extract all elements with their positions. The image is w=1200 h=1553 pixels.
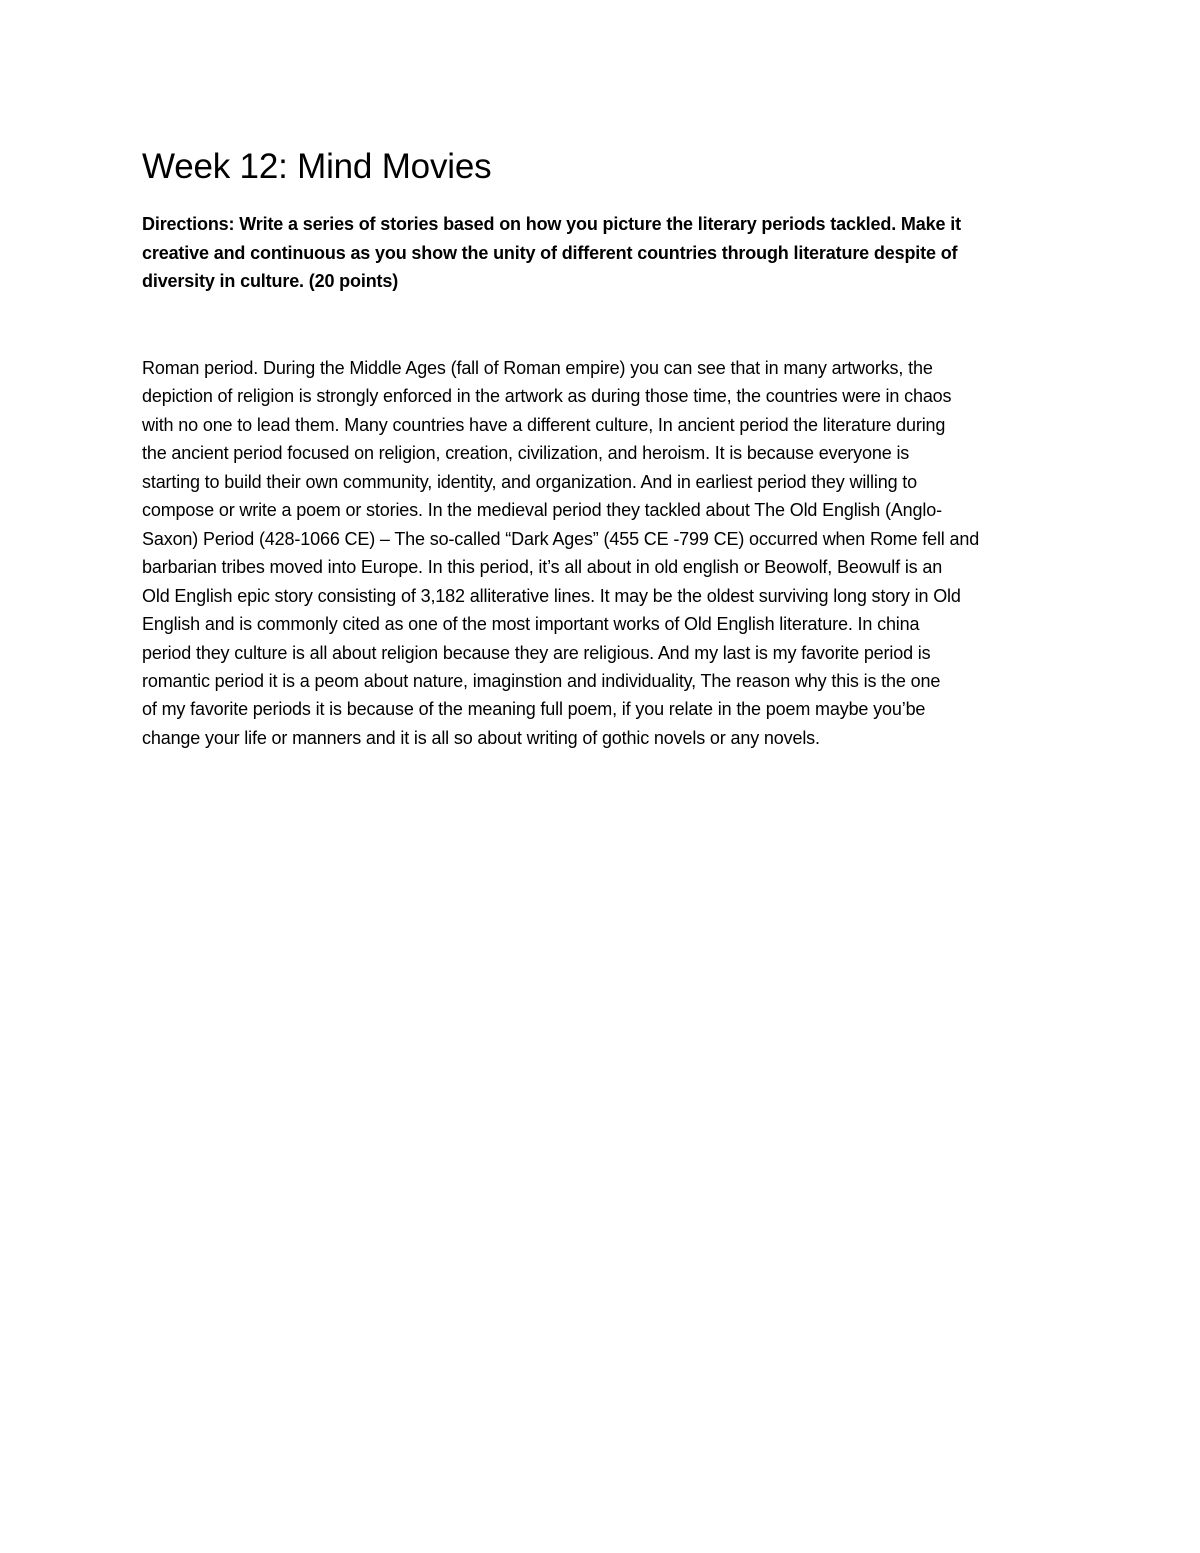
story-line: barbarian tribes moved into Europe. In this period, it’s all about in old english or Beowolf, Beowulf is an bbox=[142, 557, 943, 578]
story-line: Saxon) Period (428-1066 CE) – The so-called “Dark Ages” (455 CE -799 CE) occurred when Rome fell and bbox=[142, 528, 980, 549]
page-title: Week 12: Mind Movies bbox=[142, 147, 492, 186]
story-line: depiction of religion is strongly enforced in the artwork as during those time, the countries were in chaos bbox=[142, 386, 952, 407]
story-line: compose or write a poem or stories. In the medieval period they tackled about The Old English (Anglo- bbox=[142, 500, 942, 521]
story-line: English and is commonly cited as one of the most important works of Old English literature. In china bbox=[142, 614, 920, 635]
story-line: starting to build their own community, identity, and organization. And in earliest period they willing to bbox=[142, 471, 918, 492]
story-line: Roman period. During the Middle Ages (fall of Roman empire) you can see that in many artworks, the bbox=[142, 358, 933, 378]
directions-line: creative and continuous as you show the unity of different countries through literature despite of bbox=[142, 242, 958, 263]
story-line: the ancient period focused on religion, creation, civilization, and heroism. It is because everyone is bbox=[142, 443, 910, 464]
story-line: Old English epic story consisting of 3,182 alliterative lines. It may be the oldest surviving long story in Old bbox=[142, 585, 961, 606]
directions-line: Directions: Write a series of stories based on how you picture the literary periods tackled. Make it bbox=[142, 214, 961, 234]
directions-paragraph bbox=[142, 210, 1062, 296]
story-line: change your life or manners and it is all so about writing of gothic novels or any novels. bbox=[142, 727, 820, 748]
story-line: period they culture is all about religion because they are religious. And my last is my favorite period is bbox=[142, 642, 931, 663]
story-line: romantic period it is a peom about nature, imaginstion and individuality, The reason why this is the one bbox=[142, 670, 941, 691]
story-paragraph bbox=[142, 354, 1072, 752]
story-line: of my favorite periods it is because of the meaning full poem, if you relate in the poem maybe you’be bbox=[142, 699, 926, 720]
story-line: with no one to lead them. Many countries have a different culture, In ancient period the literature during bbox=[142, 414, 946, 435]
directions-line: diversity in culture. (20 points) bbox=[142, 271, 399, 292]
